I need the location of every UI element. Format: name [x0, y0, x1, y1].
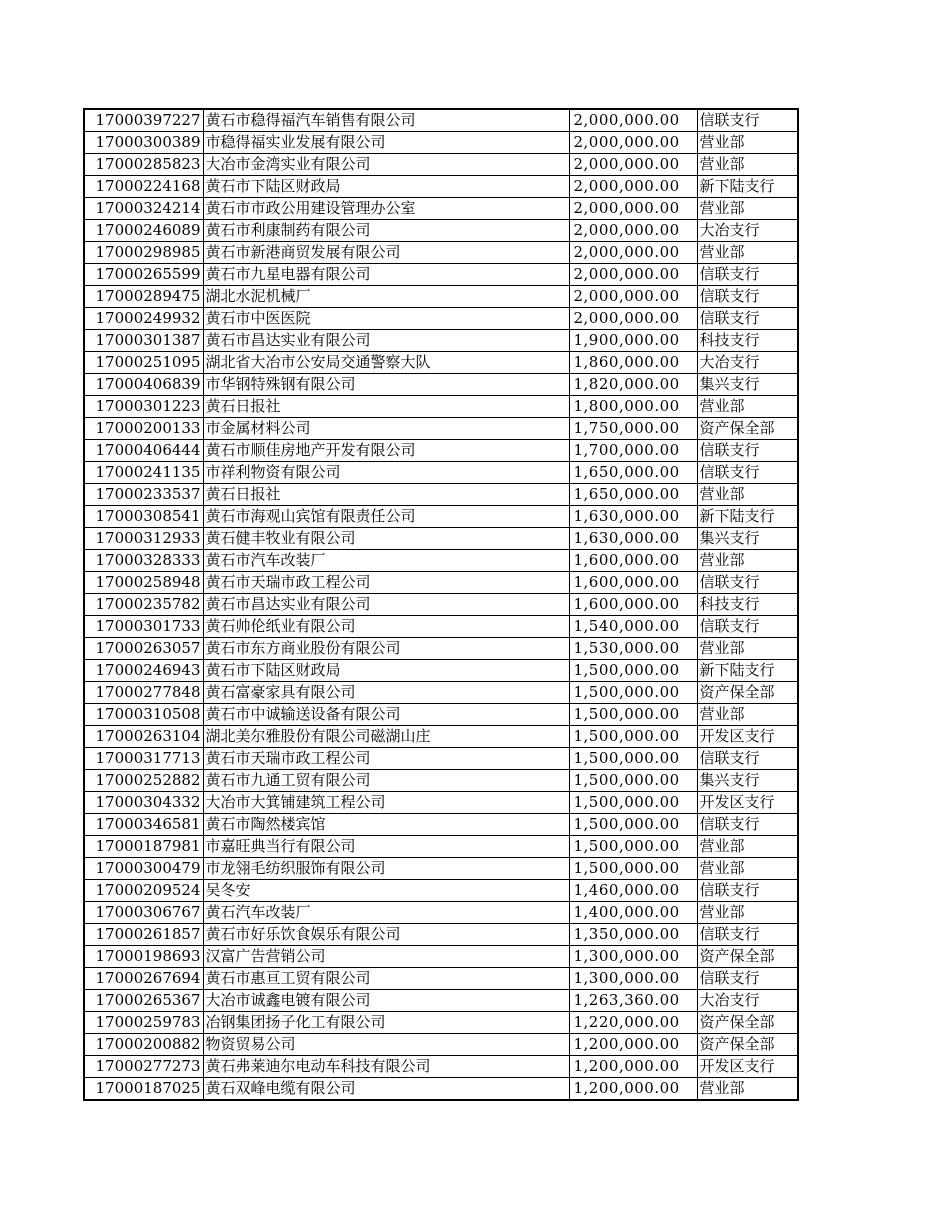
table-row	[84, 506, 798, 528]
company-name-cell: 黄石汽车改装厂	[203, 902, 569, 924]
company-name-cell: 黄石市九星电器有限公司	[203, 264, 569, 286]
table-row	[84, 550, 798, 572]
account-cell: 17000224168	[84, 176, 203, 198]
table-row	[84, 836, 798, 858]
branch-cell: 新下陆支行	[697, 660, 798, 682]
loan-table-body	[84, 109, 798, 1100]
company-name-cell: 黄石市利康制药有限公司	[203, 220, 569, 242]
company-name-cell: 黄石弗莱迪尔电动车科技有限公司	[203, 1056, 569, 1078]
table-row	[84, 792, 798, 814]
table-row	[84, 220, 798, 242]
branch-cell: 营业部	[697, 132, 798, 154]
table-row	[84, 638, 798, 660]
table-row	[84, 396, 798, 418]
table-row	[84, 132, 798, 154]
branch-cell: 营业部	[697, 858, 798, 880]
amount-cell: 1,820,000.00	[569, 374, 697, 396]
branch-cell: 信联支行	[697, 308, 798, 330]
account-cell: 17000301223	[84, 396, 203, 418]
branch-cell: 营业部	[697, 484, 798, 506]
loan-table	[83, 108, 799, 1101]
table-row	[84, 462, 798, 484]
table-row	[84, 726, 798, 748]
account-cell: 17000258948	[84, 572, 203, 594]
company-name-cell: 市华钢特殊钢有限公司	[203, 374, 569, 396]
account-cell: 17000263057	[84, 638, 203, 660]
table-row	[84, 528, 798, 550]
branch-cell: 信联支行	[697, 462, 798, 484]
amount-cell: 2,000,000.00	[569, 286, 697, 308]
table-row	[84, 748, 798, 770]
table-row	[84, 858, 798, 880]
branch-cell: 开发区支行	[697, 792, 798, 814]
amount-cell: 1,900,000.00	[569, 330, 697, 352]
amount-cell: 1,500,000.00	[569, 660, 697, 682]
branch-cell: 信联支行	[697, 109, 798, 132]
branch-cell: 营业部	[697, 198, 798, 220]
amount-cell: 1,500,000.00	[569, 704, 697, 726]
account-cell: 17000285823	[84, 154, 203, 176]
amount-cell: 1,500,000.00	[569, 836, 697, 858]
account-cell: 17000263104	[84, 726, 203, 748]
branch-cell: 信联支行	[697, 440, 798, 462]
company-name-cell: 黄石市顺佳房地产开发有限公司	[203, 440, 569, 462]
branch-cell: 营业部	[697, 242, 798, 264]
branch-cell: 资产保全部	[697, 682, 798, 704]
amount-cell: 2,000,000.00	[569, 109, 697, 132]
company-name-cell: 黄石市新港商贸发展有限公司	[203, 242, 569, 264]
account-cell: 17000252882	[84, 770, 203, 792]
table-row	[84, 660, 798, 682]
account-cell: 17000187981	[84, 836, 203, 858]
branch-cell: 营业部	[697, 154, 798, 176]
table-row	[84, 1078, 798, 1101]
company-name-cell: 湖北水泥机械厂	[203, 286, 569, 308]
table-row	[84, 264, 798, 286]
branch-cell: 营业部	[697, 396, 798, 418]
branch-cell: 信联支行	[697, 616, 798, 638]
amount-cell: 1,400,000.00	[569, 902, 697, 924]
company-name-cell: 市嘉旺典当行有限公司	[203, 836, 569, 858]
company-name-cell: 黄石市中医医院	[203, 308, 569, 330]
account-cell: 17000187025	[84, 1078, 203, 1101]
branch-cell: 信联支行	[697, 286, 798, 308]
account-cell: 17000301733	[84, 616, 203, 638]
table-row	[84, 352, 798, 374]
account-cell: 17000346581	[84, 814, 203, 836]
account-cell: 17000265367	[84, 990, 203, 1012]
table-row	[84, 682, 798, 704]
amount-cell: 2,000,000.00	[569, 220, 697, 242]
amount-cell: 1,500,000.00	[569, 792, 697, 814]
company-name-cell: 黄石富豪家具有限公司	[203, 682, 569, 704]
company-name-cell: 黄石日报社	[203, 484, 569, 506]
amount-cell: 1,220,000.00	[569, 1012, 697, 1034]
amount-cell: 2,000,000.00	[569, 176, 697, 198]
company-name-cell: 冶钢集团扬子化工有限公司	[203, 1012, 569, 1034]
company-name-cell: 黄石日报社	[203, 396, 569, 418]
amount-cell: 1,500,000.00	[569, 770, 697, 792]
company-name-cell: 黄石市中诚输送设备有限公司	[203, 704, 569, 726]
company-name-cell: 黄石市惠亘工贸有限公司	[203, 968, 569, 990]
company-name-cell: 黄石市稳得福汽车销售有限公司	[203, 109, 569, 132]
table-row	[84, 1034, 798, 1056]
table-row	[84, 330, 798, 352]
table-row	[84, 308, 798, 330]
amount-cell: 1,860,000.00	[569, 352, 697, 374]
account-cell: 17000251095	[84, 352, 203, 374]
company-name-cell: 黄石市陶然楼宾馆	[203, 814, 569, 836]
amount-cell: 1,600,000.00	[569, 594, 697, 616]
table-row	[84, 968, 798, 990]
table-row	[84, 572, 798, 594]
company-name-cell: 黄石双峰电缆有限公司	[203, 1078, 569, 1101]
company-name-cell: 黄石市昌达实业有限公司	[203, 330, 569, 352]
amount-cell: 1,200,000.00	[569, 1078, 697, 1101]
table-row	[84, 198, 798, 220]
amount-cell: 2,000,000.00	[569, 308, 697, 330]
account-cell: 17000209524	[84, 880, 203, 902]
table-row	[84, 616, 798, 638]
company-name-cell: 吴冬安	[203, 880, 569, 902]
account-cell: 17000277848	[84, 682, 203, 704]
company-name-cell: 湖北美尔雅股份有限公司磁湖山庄	[203, 726, 569, 748]
account-cell: 17000300479	[84, 858, 203, 880]
branch-cell: 集兴支行	[697, 528, 798, 550]
table-row	[84, 242, 798, 264]
table-row	[84, 594, 798, 616]
company-name-cell: 黄石市天瑞市政工程公司	[203, 572, 569, 594]
company-name-cell: 黄石市昌达实业有限公司	[203, 594, 569, 616]
account-cell: 17000301387	[84, 330, 203, 352]
amount-cell: 1,540,000.00	[569, 616, 697, 638]
branch-cell: 信联支行	[697, 748, 798, 770]
account-cell: 17000246943	[84, 660, 203, 682]
account-cell: 17000324214	[84, 198, 203, 220]
amount-cell: 1,600,000.00	[569, 572, 697, 594]
company-name-cell: 物资贸易公司	[203, 1034, 569, 1056]
amount-cell: 2,000,000.00	[569, 198, 697, 220]
company-name-cell: 黄石市东方商业股份有限公司	[203, 638, 569, 660]
table-row	[84, 880, 798, 902]
table-row	[84, 484, 798, 506]
account-cell: 17000310508	[84, 704, 203, 726]
branch-cell: 大冶支行	[697, 990, 798, 1012]
amount-cell: 2,000,000.00	[569, 154, 697, 176]
company-name-cell: 大冶市大箕铺建筑工程公司	[203, 792, 569, 814]
amount-cell: 1,500,000.00	[569, 814, 697, 836]
branch-cell: 科技支行	[697, 594, 798, 616]
amount-cell: 1,500,000.00	[569, 858, 697, 880]
company-name-cell: 汉富广告营销公司	[203, 946, 569, 968]
table-row	[84, 1056, 798, 1078]
company-name-cell: 市金属材料公司	[203, 418, 569, 440]
company-name-cell: 市龙翎毛纺织服饰有限公司	[203, 858, 569, 880]
branch-cell: 开发区支行	[697, 1056, 798, 1078]
company-name-cell: 大冶市诚鑫电镀有限公司	[203, 990, 569, 1012]
company-name-cell: 黄石帅伦纸业有限公司	[203, 616, 569, 638]
amount-cell: 1,650,000.00	[569, 484, 697, 506]
amount-cell: 1,700,000.00	[569, 440, 697, 462]
branch-cell: 资产保全部	[697, 1034, 798, 1056]
account-cell: 17000246089	[84, 220, 203, 242]
table-row	[84, 946, 798, 968]
company-name-cell: 黄石市下陆区财政局	[203, 660, 569, 682]
account-cell: 17000265599	[84, 264, 203, 286]
branch-cell: 大冶支行	[697, 352, 798, 374]
branch-cell: 资产保全部	[697, 1012, 798, 1034]
amount-cell: 1,350,000.00	[569, 924, 697, 946]
branch-cell: 营业部	[697, 550, 798, 572]
amount-cell: 1,500,000.00	[569, 748, 697, 770]
branch-cell: 信联支行	[697, 880, 798, 902]
company-name-cell: 黄石市天瑞市政工程公司	[203, 748, 569, 770]
branch-cell: 大冶支行	[697, 220, 798, 242]
account-cell: 17000397227	[84, 109, 203, 132]
table-row	[84, 770, 798, 792]
account-cell: 17000198693	[84, 946, 203, 968]
branch-cell: 集兴支行	[697, 374, 798, 396]
amount-cell: 1,300,000.00	[569, 968, 697, 990]
company-name-cell: 市稳得福实业发展有限公司	[203, 132, 569, 154]
company-name-cell: 市祥利物资有限公司	[203, 462, 569, 484]
branch-cell: 新下陆支行	[697, 176, 798, 198]
account-cell: 17000406839	[84, 374, 203, 396]
company-name-cell: 黄石市下陆区财政局	[203, 176, 569, 198]
account-cell: 17000249932	[84, 308, 203, 330]
branch-cell: 信联支行	[697, 572, 798, 594]
amount-cell: 1,263,360.00	[569, 990, 697, 1012]
account-cell: 17000200133	[84, 418, 203, 440]
amount-cell: 1,650,000.00	[569, 462, 697, 484]
company-name-cell: 黄石市汽车改装厂	[203, 550, 569, 572]
amount-cell: 1,630,000.00	[569, 506, 697, 528]
company-name-cell: 黄石健丰牧业有限公司	[203, 528, 569, 550]
amount-cell: 2,000,000.00	[569, 242, 697, 264]
table-row	[84, 704, 798, 726]
amount-cell: 1,630,000.00	[569, 528, 697, 550]
table-row	[84, 418, 798, 440]
branch-cell: 信联支行	[697, 924, 798, 946]
branch-cell: 新下陆支行	[697, 506, 798, 528]
table-row	[84, 814, 798, 836]
amount-cell: 1,530,000.00	[569, 638, 697, 660]
company-name-cell: 黄石市市政公用建设管理办公室	[203, 198, 569, 220]
table-row	[84, 440, 798, 462]
amount-cell: 1,500,000.00	[569, 726, 697, 748]
amount-cell: 1,600,000.00	[569, 550, 697, 572]
amount-cell: 1,460,000.00	[569, 880, 697, 902]
account-cell: 17000241135	[84, 462, 203, 484]
table-row	[84, 109, 798, 132]
account-cell: 17000259783	[84, 1012, 203, 1034]
branch-cell: 信联支行	[697, 814, 798, 836]
account-cell: 17000406444	[84, 440, 203, 462]
amount-cell: 1,750,000.00	[569, 418, 697, 440]
account-cell: 17000304332	[84, 792, 203, 814]
account-cell: 17000312933	[84, 528, 203, 550]
table-row	[84, 990, 798, 1012]
account-cell: 17000328333	[84, 550, 203, 572]
company-name-cell: 黄石市海观山宾馆有限责任公司	[203, 506, 569, 528]
amount-cell: 1,300,000.00	[569, 946, 697, 968]
amount-cell: 1,200,000.00	[569, 1056, 697, 1078]
account-cell: 17000289475	[84, 286, 203, 308]
amount-cell: 2,000,000.00	[569, 264, 697, 286]
table-row	[84, 902, 798, 924]
table-row	[84, 286, 798, 308]
account-cell: 17000306767	[84, 902, 203, 924]
branch-cell: 信联支行	[697, 264, 798, 286]
table-row	[84, 176, 798, 198]
amount-cell: 1,800,000.00	[569, 396, 697, 418]
branch-cell: 资产保全部	[697, 418, 798, 440]
company-name-cell: 大冶市金湾实业有限公司	[203, 154, 569, 176]
company-name-cell: 湖北省大冶市公安局交通警察大队	[203, 352, 569, 374]
company-name-cell: 黄石市九通工贸有限公司	[203, 770, 569, 792]
account-cell: 17000200882	[84, 1034, 203, 1056]
branch-cell: 信联支行	[697, 968, 798, 990]
company-name-cell: 黄石市好乐饮食娱乐有限公司	[203, 924, 569, 946]
branch-cell: 科技支行	[697, 330, 798, 352]
account-cell: 17000300389	[84, 132, 203, 154]
table-row	[84, 1012, 798, 1034]
branch-cell: 营业部	[697, 1078, 798, 1101]
branch-cell: 营业部	[697, 638, 798, 660]
account-cell: 17000317713	[84, 748, 203, 770]
amount-cell: 2,000,000.00	[569, 132, 697, 154]
account-cell: 17000267694	[84, 968, 203, 990]
branch-cell: 营业部	[697, 836, 798, 858]
branch-cell: 营业部	[697, 902, 798, 924]
table-row	[84, 154, 798, 176]
table-row	[84, 924, 798, 946]
account-cell: 17000233537	[84, 484, 203, 506]
amount-cell: 1,200,000.00	[569, 1034, 697, 1056]
branch-cell: 开发区支行	[697, 726, 798, 748]
account-cell: 17000235782	[84, 594, 203, 616]
branch-cell: 集兴支行	[697, 770, 798, 792]
table-row	[84, 374, 798, 396]
branch-cell: 营业部	[697, 704, 798, 726]
account-cell: 17000308541	[84, 506, 203, 528]
account-cell: 17000277273	[84, 1056, 203, 1078]
branch-cell: 资产保全部	[697, 946, 798, 968]
account-cell: 17000261857	[84, 924, 203, 946]
account-cell: 17000298985	[84, 242, 203, 264]
amount-cell: 1,500,000.00	[569, 682, 697, 704]
